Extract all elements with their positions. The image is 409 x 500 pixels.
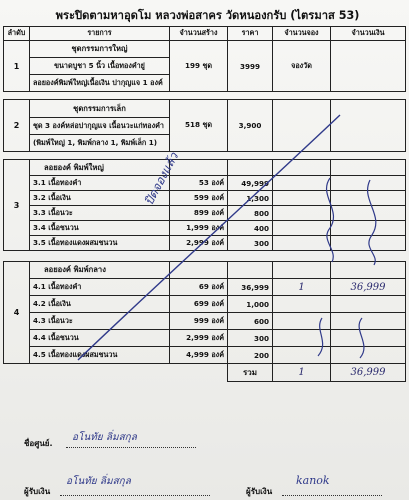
group4-item-qty: 4,999 องค์ [170,347,228,364]
handwritten-closed-note: ปิดจองแล้ว [141,150,182,208]
col-header-reserve: จำนวนจอง [273,27,331,41]
group3-item-qty: 53 องค์ [170,176,228,191]
signer-label: ผู้รับเงิน [24,487,51,496]
group4-item-qty: 699 องค์ [170,296,228,313]
col-header-item: รายการ [30,27,170,41]
total-label: รวม [228,364,273,382]
group4-item-price: 600 [228,313,273,330]
group3-item-qty: 899 องค์ [170,206,228,221]
group3-item-price: 49,999 [228,176,273,191]
buyer-signature: อโนทัย ลิ่มสกุล [72,432,137,443]
group4-item-price: 200 [228,347,273,364]
page-title: พระปิดตามหาอุดโม หลวงพ่อสาคร วัดหนองกรับ (ไตรมาส 53) [55,9,360,22]
group4-item-reserve: 1 [273,279,331,296]
group2-line1: ชุด 3 องค์หล่อปากุญแจ เนื้อนวะแก่ทองคำ [30,118,170,135]
signer-signature: อโนทัย ลิ่มสกุล [66,476,131,487]
group3-item-price: 300 [228,236,273,251]
group4-item-name: 4.4 เนื้อชนวน [30,330,170,347]
group1-line2: ลอยองค์พิมพ์ใหญ่เนื้อเงิน ปากุญแจ 1 องค์ [30,75,170,92]
amount-bracket [359,318,364,358]
group4-item-price: 36,999 [228,279,273,296]
group3-item-name: 3.3 เนื้อนวะ [30,206,170,221]
group4-item-amount: 36,999 [331,279,406,296]
group4-item-name: 4.5 เนื้อทองแดงผสมชนวน [30,347,170,364]
group3-title: ลอยองค์ พิมพ์ใหญ่ [30,160,170,176]
group3-number: 3 [4,160,30,251]
group3-item-name: 3.1 เนื้อทองคำ [30,176,170,191]
group3-item-name: 3.2 เนื้อเงิน [30,191,170,206]
group1-price: 3999 [228,41,273,92]
group4-item-name: 4.1 เนื้อทองคำ [30,279,170,296]
buyer-line [66,447,196,448]
col-header-quantity: จำนวนสร้าง [170,27,228,41]
total-amount: 36,999 [331,364,406,382]
group2-title: ชุดกรรมการเล็ก [30,100,170,118]
group1-line1: ขนาดบูชา 5 นิ้ว เนื้อทองคำยู่ [30,58,170,75]
buyer-label: ชื่อศูนย์. [24,439,53,448]
group4-item-qty: 2,999 องค์ [170,330,228,347]
group4-item-name: 4.2 เนื้อเงิน [30,296,170,313]
receiver-line [282,495,382,496]
group3-item-name: 3.5 เนื้อทองแดงผสมชนวน [30,236,170,251]
group2-quantity: 518 ชุด [170,100,228,152]
receiver-signature: kanok [296,474,330,487]
amount-squiggle [368,180,376,265]
group3-item-price: 1,300 [228,191,273,206]
group4-item-qty: 999 องค์ [170,313,228,330]
group3-item-qty: 1,999 องค์ [170,221,228,236]
group3-item-price: 800 [228,206,273,221]
reserve-squiggle [327,178,334,262]
group1-title: ชุดกรรมการใหญ่ [30,41,170,58]
group2-number: 2 [4,100,30,152]
group4-number: 4 [4,262,30,364]
diagonal-strike-line [78,115,340,360]
signer-line [60,495,210,496]
group1-quantity: 199 ชุด [170,41,228,92]
group3-item-name: 3.4 เนื้อชนวน [30,221,170,236]
group1-number: 1 [4,41,30,92]
col-header-no: ลำดับ [4,27,30,41]
group4-title: ลอยองค์ พิมพ์กลาง [30,262,170,279]
total-reserve: 1 [273,364,331,382]
group2-price: 3,900 [228,100,273,152]
col-header-amount: จำนวนเงิน [331,27,406,41]
group3-item-price: 400 [228,221,273,236]
group4-item-price: 1,000 [228,296,273,313]
col-header-price: ราคา [228,27,273,41]
group3-item-qty: 2,999 องค์ [170,236,228,251]
group1-reserve: จองวัด [273,41,331,92]
group4-item-name: 4.3 เนื้อนวะ [30,313,170,330]
receiver-label: ผู้รับเงิน [246,487,273,496]
group4-item-qty: 69 องค์ [170,279,228,296]
group3-item-qty: 599 องค์ [170,191,228,206]
group2-line2: (พิมพ์ใหญ่ 1, พิมพ์กลาง 1, พิมพ์เล็ก 1) [30,135,170,152]
reserve-bracket [318,318,323,356]
group4-item-price: 300 [228,330,273,347]
